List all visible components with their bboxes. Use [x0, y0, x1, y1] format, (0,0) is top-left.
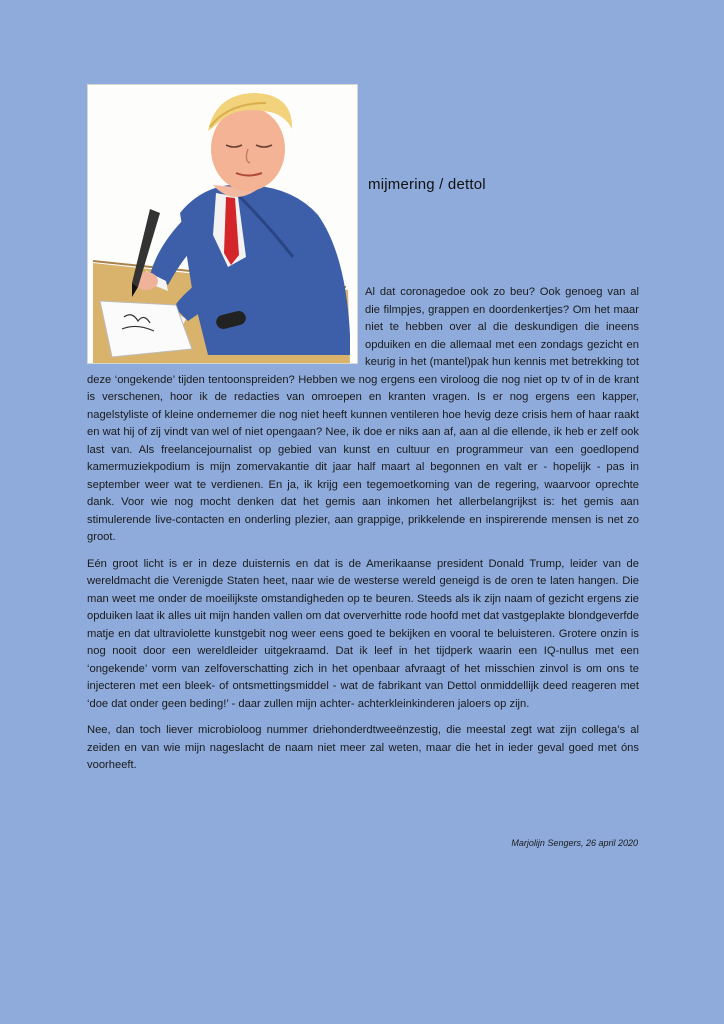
paragraph-1: Al dat coronagedoe ook zo beu? Ook genoeg van al die filmpjes, grappen en doordenkertjes? Om het maar niet te hebben over al die deskundigen die ineens opduiken en die allemaal met een zondags gezicht en keurig in het (mantel)pak hun kennis met betrekking tot deze ‘ongekende’ tijden tentoonspreiden? Hebben we nog ergens een viroloog die nog niet op tv of in de krant is verschenen, hoor ik de redacties van omroepen en kranten vragen. Is er nog ergens een kapper, nagelstyliste of kleine ondernemer die nog niet heeft kunnen ventileren hoe hevig deze crisis hem of haar raakt en wat hij of zij vindt van wel of niet opengaan? Nee, ik doe er niks aan af, aan al die ellende, ik heb er zelf ook last van. Als freelancejournalist op gebied van kunst en cultuur en programmeur van een goedlopend kamermuziekpodium is mijn zomervakantie dit jaar half maart al begonnen en valt er - hopelijk - pas in september weer wat te verdienen. En ja, ik krijg een tegemoetkoming van de regering, waarvoor oprechte dank. Voor wie nog mocht denken dat het gemis aan inkomen het allerbelangrijkst is: het gemis aan stimulerende live-contacten en onderling plezier, aan grappige, prikkelende en inspirerende mensen is net zo groot.: [87, 286, 639, 543]
article-body: [87, 284, 639, 784]
paragraph-2: Eén groot licht is er in deze duisternis en dat is de Amerikaanse president Donald Trump, leider van de wereldmacht die Verenigde Staten heet, naar wie de westerse wereld geneigd is de oren te laten hangen. Die man weet me onder de moeilijkste omstandigheden op te beuren. Steeds als ik zijn naam of gezicht ergens zie opduiken laat ik alles uit mijn handen vallen om dat oververhitte rode hoofd met dat vastgeplakte blondgeverfde matje en dat ultraviolette kunstgebit nog weer eens goed te bekijken en vooral te beluisteren. Grotere onzin is nog nooit door een wereldleider uitgekraamd. Dat ik leef in het tijdperk waarin een IQ-nullus met een ‘ongekende’ vorm van zelfoverschatting zich in het openbaar afvraagt of het misschien zinvol is om ons te injecteren met een bleek- of ontsmettingsmiddel - wat de fabrikant van Dettol onmiddellijk deed reageren met ‘doe dat onder geen beding!’ - daar zullen mijn achter- achterkleinkinderen jaloers op zijn.: [87, 557, 639, 710]
author-signature: Marjolijn Sengers, 26 april 2020: [511, 838, 638, 848]
image-wrap-spacer: [87, 284, 365, 371]
paragraph-3: Nee, dan toch liever microbioloog nummer driehonderdtweeënzestig, die meestal zegt wat zijn collega’s al zeiden en van wie mijn nageslacht de naam niet meer zal weten, maar die het in ieder geval goed met óns voorheeft.: [87, 724, 639, 771]
article-title: mijmering / dettol: [368, 176, 486, 193]
